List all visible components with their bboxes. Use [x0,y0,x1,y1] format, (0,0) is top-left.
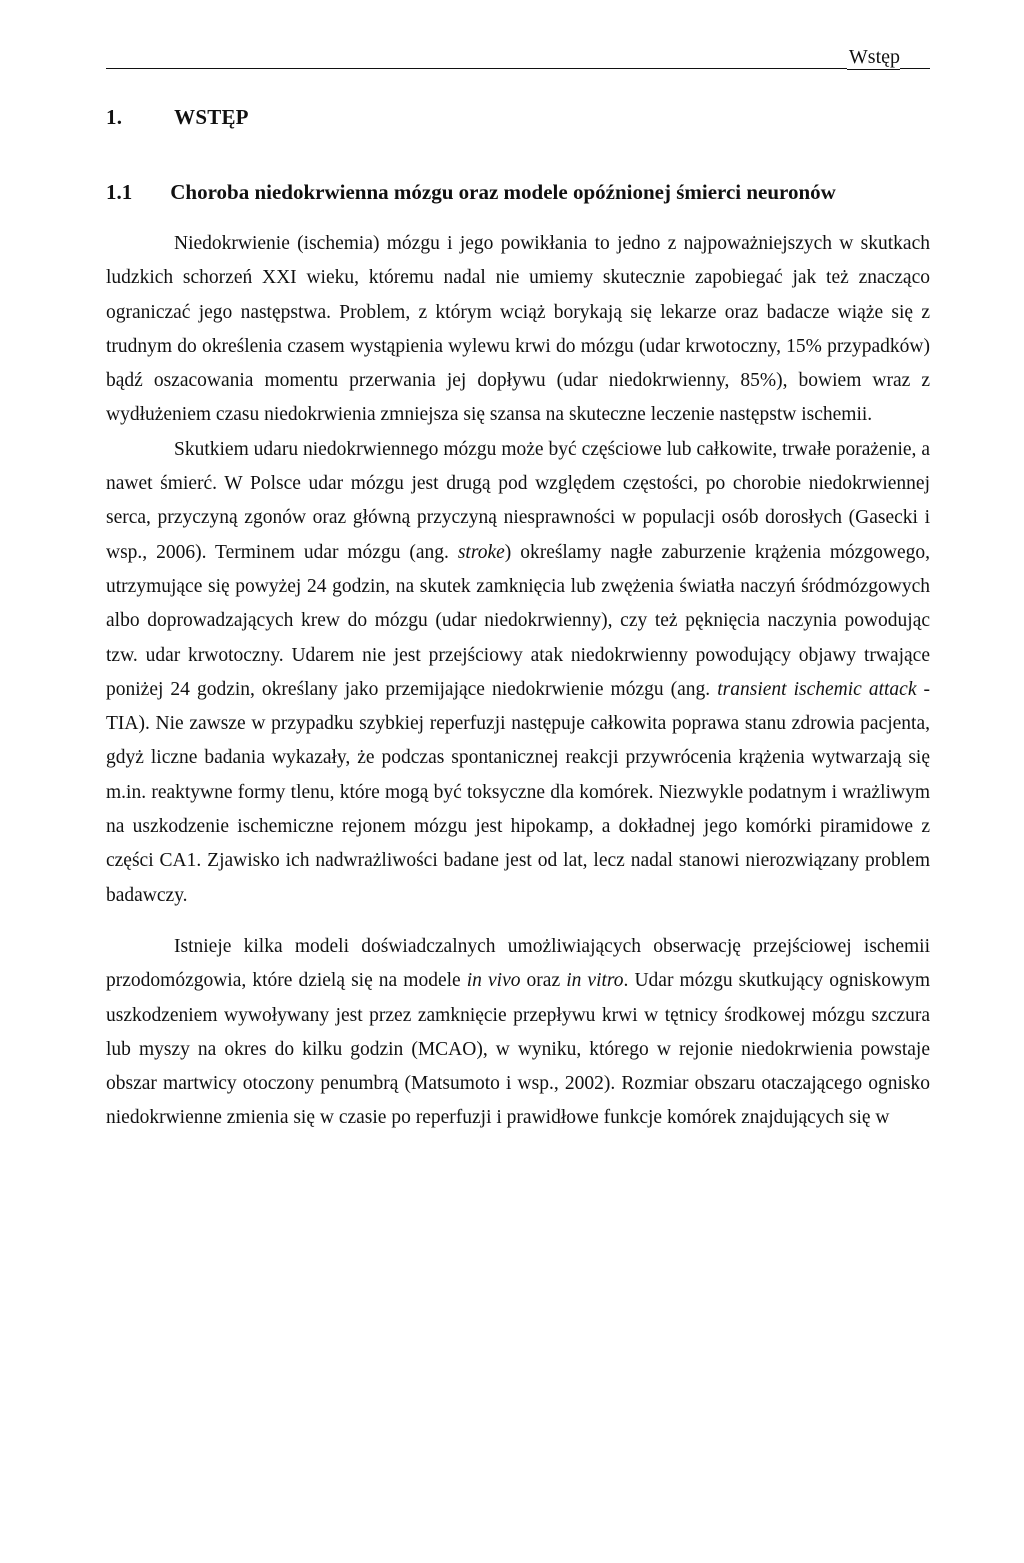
paragraph-2-term-stroke: stroke [457,541,505,563]
paragraph-3-term-in-vivo: in vivo [466,970,521,992]
paragraph-1 [106,227,930,433]
paragraph-3-text-e: . Udar mózgu skutkujący ogniskowym uszkodzeniem wywoływany jest przez zamknięcie przepływu krwi w tętnicy środkowej mózgu szczura lub myszy na okres do kilku godzin (MCAO), w wyniku, którego w rejonie niedokrwienia powstaje obszar martwicy otoczony penumbrą (Matsumoto i wsp., 2002). Rozmiar obszaru otaczającego ognisko niedokrwienne zmienia się w czasie po reperfuzji i prawidłowe funkcje komórek znajdujących się w [106,970,930,1129]
running-header-title: Wstęp [848,46,900,68]
section-number: 1.1 [106,180,133,204]
paragraph-1-text: Niedokrwienie (ischemia) mózgu i jego powikłania to jedno z najpoważniejszych w skutkach ludzkich schorzeń XXI wieku, któremu nadal nie umiemy skutecznie zapobiegać jak też znacząco ograniczać jego następstwa. Problem, z którym wciąż borykają się lekarze oraz badacze wiąże się z trudnym do określenia czasem wystąpienia wylewu krwi do mózgu (udar krwotoczny, 15% przypadków) bądź oszacowania momentu przerwania jej dopływu (udar niedokrwienny, 85%), bowiem wraz z wydłużeniem czasu niedokrwienia zmniejsza się szansa na skuteczne leczenie następstw ischemii. [106,233,930,426]
section-heading [106,180,930,205]
chapter-heading [106,105,930,130]
chapter-title: WSTĘP [174,105,249,129]
running-header [106,40,930,69]
paragraph-3-text-c: oraz [520,970,567,992]
paragraph-2-text-a: Skutkiem udaru niedokrwiennego mózgu może być częściowe lub całkowite, trwałe porażenie, a nawet śmierć. W Polsce udar mózgu jest drugą pod względem częstości, po chorobie niedokrwiennej serca, przyczyną zgonów oraz główną przyczyną niesprawności w populacji osób dorosłych (Gasecki i wsp., 2006). Terminem udar mózgu (ang. [106,438,930,563]
body-text [106,227,930,1136]
paragraph-3-term-in-vitro: in vitro [566,970,624,992]
paragraph-2 [106,433,930,913]
document-page [106,40,930,1136]
section-title: Choroba niedokrwienna mózgu oraz modele opóźnionej śmierci neuronów [170,180,836,204]
paragraph-2-term-tia: transient ischemic attack [717,678,917,700]
paragraph-3-text-a: Istnieje kilka modeli doświadczalnych umożliwiających obserwację przejściowej ischemii przodomózgowia, które dzielą się na modele [106,935,930,992]
paragraph-2-text-c: ) określamy nagłe zaburzenie krążenia mózgowego, utrzymujące się powyżej 24 godzin, na skutek zamknięcia lub zwężenia światła naczyń śródmózgowych albo doprowadzających krew do mózgu (udar niedokrwienny), czy też pęknięcia naczynia powodując tzw. udar krwotoczny. Udarem nie jest przejściowy atak niedokrwienny powodujący objawy trwające poniżej 24 godzin, określany jako przemijające niedokrwienie mózgu (ang. [106,541,931,700]
paragraph-2-text-e: - TIA). Nie zawsze w przypadku szybkiej reperfuzji następuje całkowita poprawa stanu zdrowia pacjenta, gdyż liczne badania wykazały, że podczas spontanicznej reakcji przywrócenia krążenia wytwarzają się m.in. reaktywne formy tlenu, które mogą być toksyczne dla komórek. Niezwykle podatnym i wrażliwym na uszkodzenie ischemiczne rejonem mózgu jest hipokamp, a dokładnej jego komórki piramidowe z części CA1. Zjawisko ich nadwrażliwości badane jest od lat, lecz nadal stanowi nierozwiązany problem badawczy. [106,678,931,906]
paragraph-3 [106,930,930,1136]
chapter-number: 1. [106,105,123,129]
